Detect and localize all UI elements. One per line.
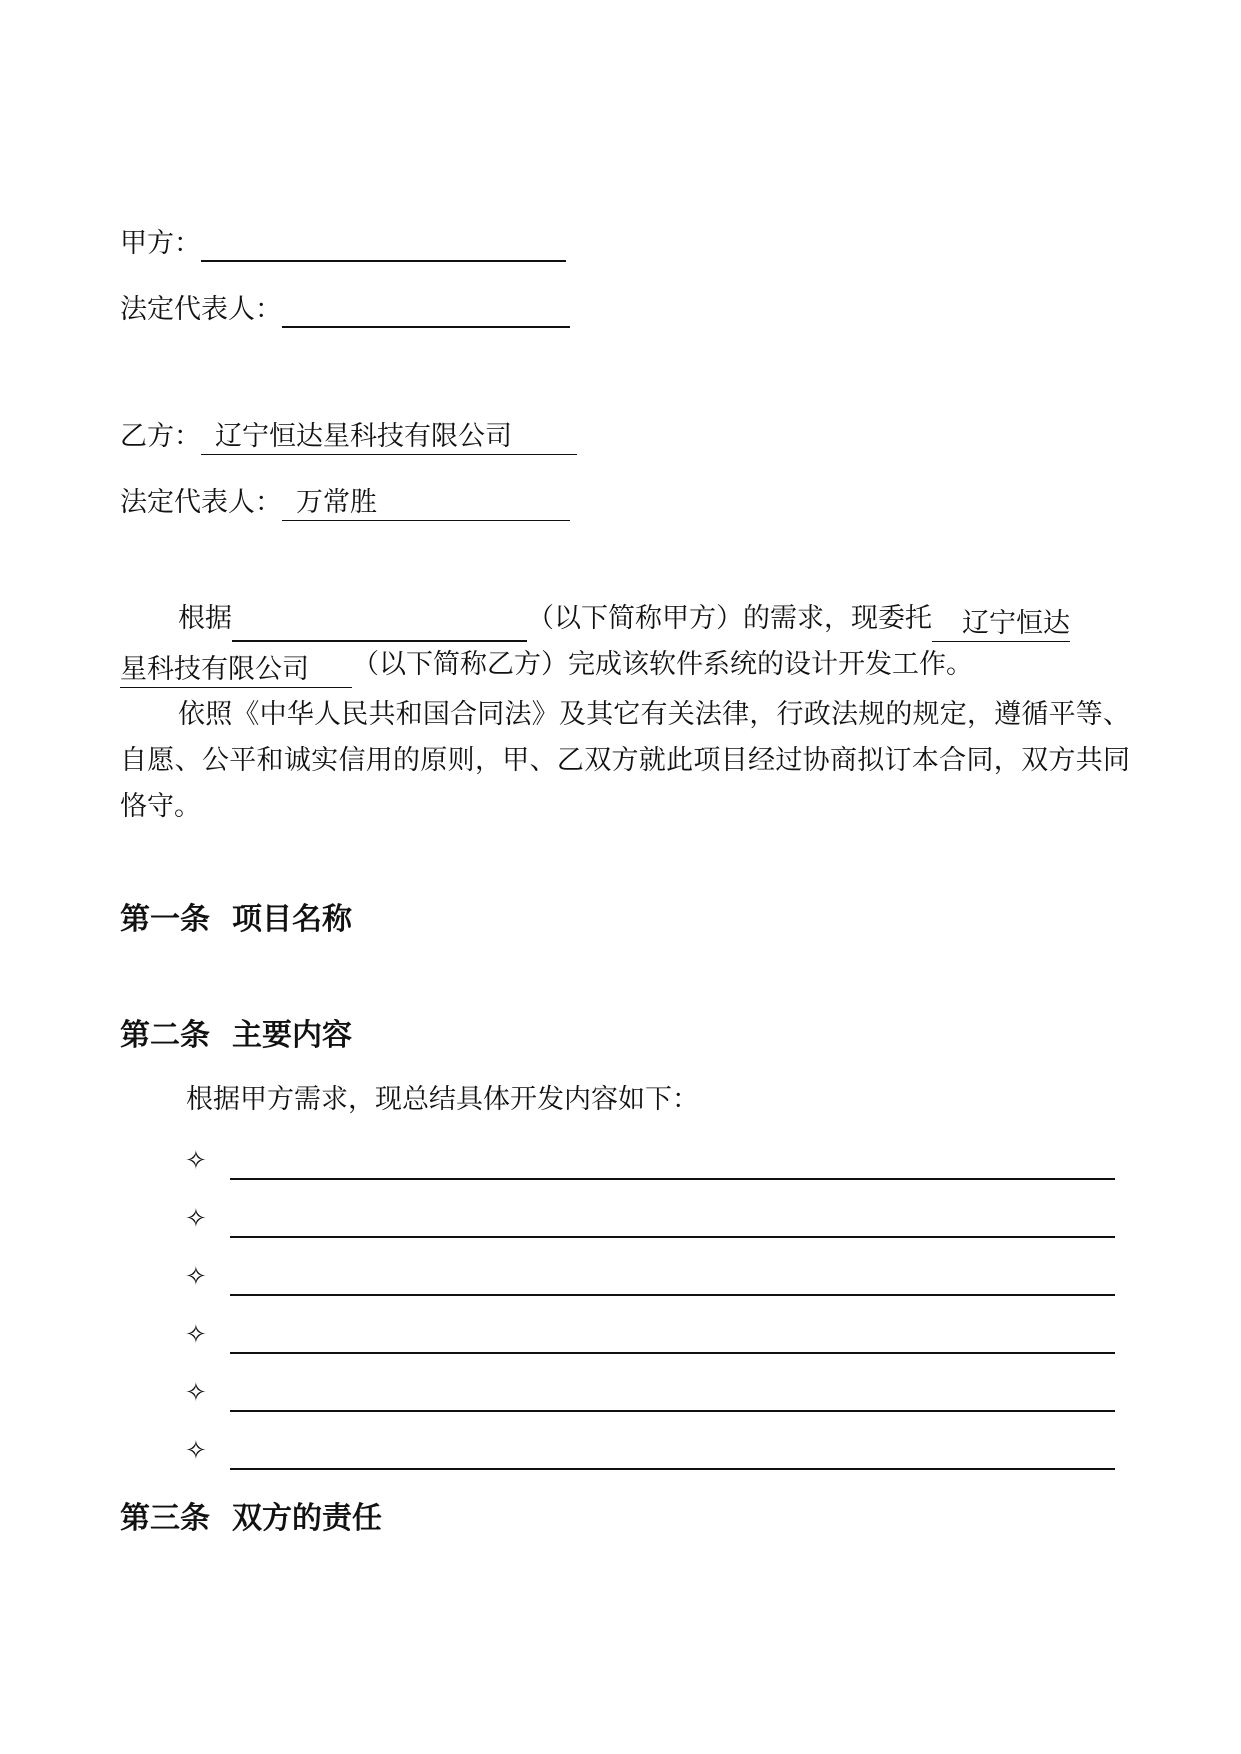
- party-a-label: 甲方：: [120, 228, 201, 259]
- intro-company-text-1: 辽宁恒达: [962, 608, 1070, 639]
- intro-company-part-2: [120, 653, 352, 688]
- content-item-blank[interactable]: [230, 1352, 1115, 1354]
- party-a-blank[interactable]: [201, 230, 566, 262]
- intro-party-a-blank[interactable]: [232, 606, 527, 642]
- content-item-5: [185, 1374, 1115, 1414]
- diamond-bullet-icon: ✧: [185, 1320, 207, 1350]
- article-2-title: 主要内容: [232, 1018, 352, 1053]
- content-item-blank[interactable]: [230, 1294, 1115, 1296]
- intro-p1-line-2: [120, 642, 1130, 688]
- party-b-rep-label: 法定代表人：: [120, 487, 282, 518]
- party-b-name: 辽宁恒达星科技有限公司: [215, 421, 512, 452]
- diamond-bullet-icon: ✧: [185, 1262, 207, 1292]
- article-3-number: 第三条: [120, 1501, 210, 1536]
- intro-p1-line-1: [120, 596, 1130, 642]
- content-item-6: [185, 1432, 1115, 1472]
- intro-p1-text-b: （以下简称甲方）的需求，现委托: [527, 603, 932, 634]
- content-item-1: [185, 1142, 1115, 1182]
- content-item-4: [185, 1316, 1115, 1356]
- intro-p1-text-c: （以下简称乙方）完成该软件系统的设计开发工作。: [352, 649, 973, 680]
- intro-p1-text-a: 根据: [178, 603, 232, 634]
- diamond-bullet-icon: ✧: [185, 1378, 207, 1408]
- party-a-rep-line: [120, 292, 570, 328]
- party-a-line: [120, 226, 566, 262]
- article-1-heading: [120, 900, 352, 940]
- article-3-title: 双方的责任: [232, 1501, 382, 1536]
- party-b-name-field[interactable]: [201, 420, 577, 455]
- diamond-bullet-icon: ✧: [185, 1436, 207, 1466]
- content-item-blank[interactable]: [230, 1178, 1115, 1180]
- article-2-heading: [120, 1016, 352, 1056]
- article-3-heading: [120, 1499, 382, 1539]
- party-a-rep-blank[interactable]: [282, 296, 570, 328]
- party-b-rep-name: 万常胜: [296, 487, 377, 518]
- intro-paragraph-1: [120, 596, 1130, 688]
- party-b-label: 乙方：: [120, 421, 201, 452]
- article-1-number: 第一条: [120, 902, 210, 937]
- article-2-lead: 根据甲方需求，现总结具体开发内容如下：: [186, 1084, 699, 1115]
- content-item-2: [185, 1200, 1115, 1240]
- party-b-line: [120, 419, 577, 455]
- party-a-rep-label: 法定代表人：: [120, 294, 282, 325]
- diamond-bullet-icon: ✧: [185, 1204, 207, 1234]
- intro-paragraph-2: 依照《中华人民共和国合同法》及其它有关法律，行政法规的规定，遵循平等、自愿、公平和诚实信用的原则，甲、乙双方就此项目经过协商拟订本合同，双方共同恪守。: [120, 699, 1130, 822]
- content-item-3: [185, 1258, 1115, 1298]
- content-item-blank[interactable]: [230, 1236, 1115, 1238]
- content-item-blank[interactable]: [230, 1410, 1115, 1412]
- article-2-number: 第二条: [120, 1018, 210, 1053]
- diamond-bullet-icon: ✧: [185, 1146, 207, 1176]
- article-1-title: 项目名称: [232, 902, 352, 937]
- content-item-blank[interactable]: [230, 1468, 1115, 1470]
- intro-company-text-2: 星科技有限公司: [120, 654, 309, 685]
- intro-company-part-1: [932, 607, 1070, 642]
- party-b-rep-line: [120, 485, 570, 521]
- party-b-rep-field[interactable]: [282, 486, 570, 521]
